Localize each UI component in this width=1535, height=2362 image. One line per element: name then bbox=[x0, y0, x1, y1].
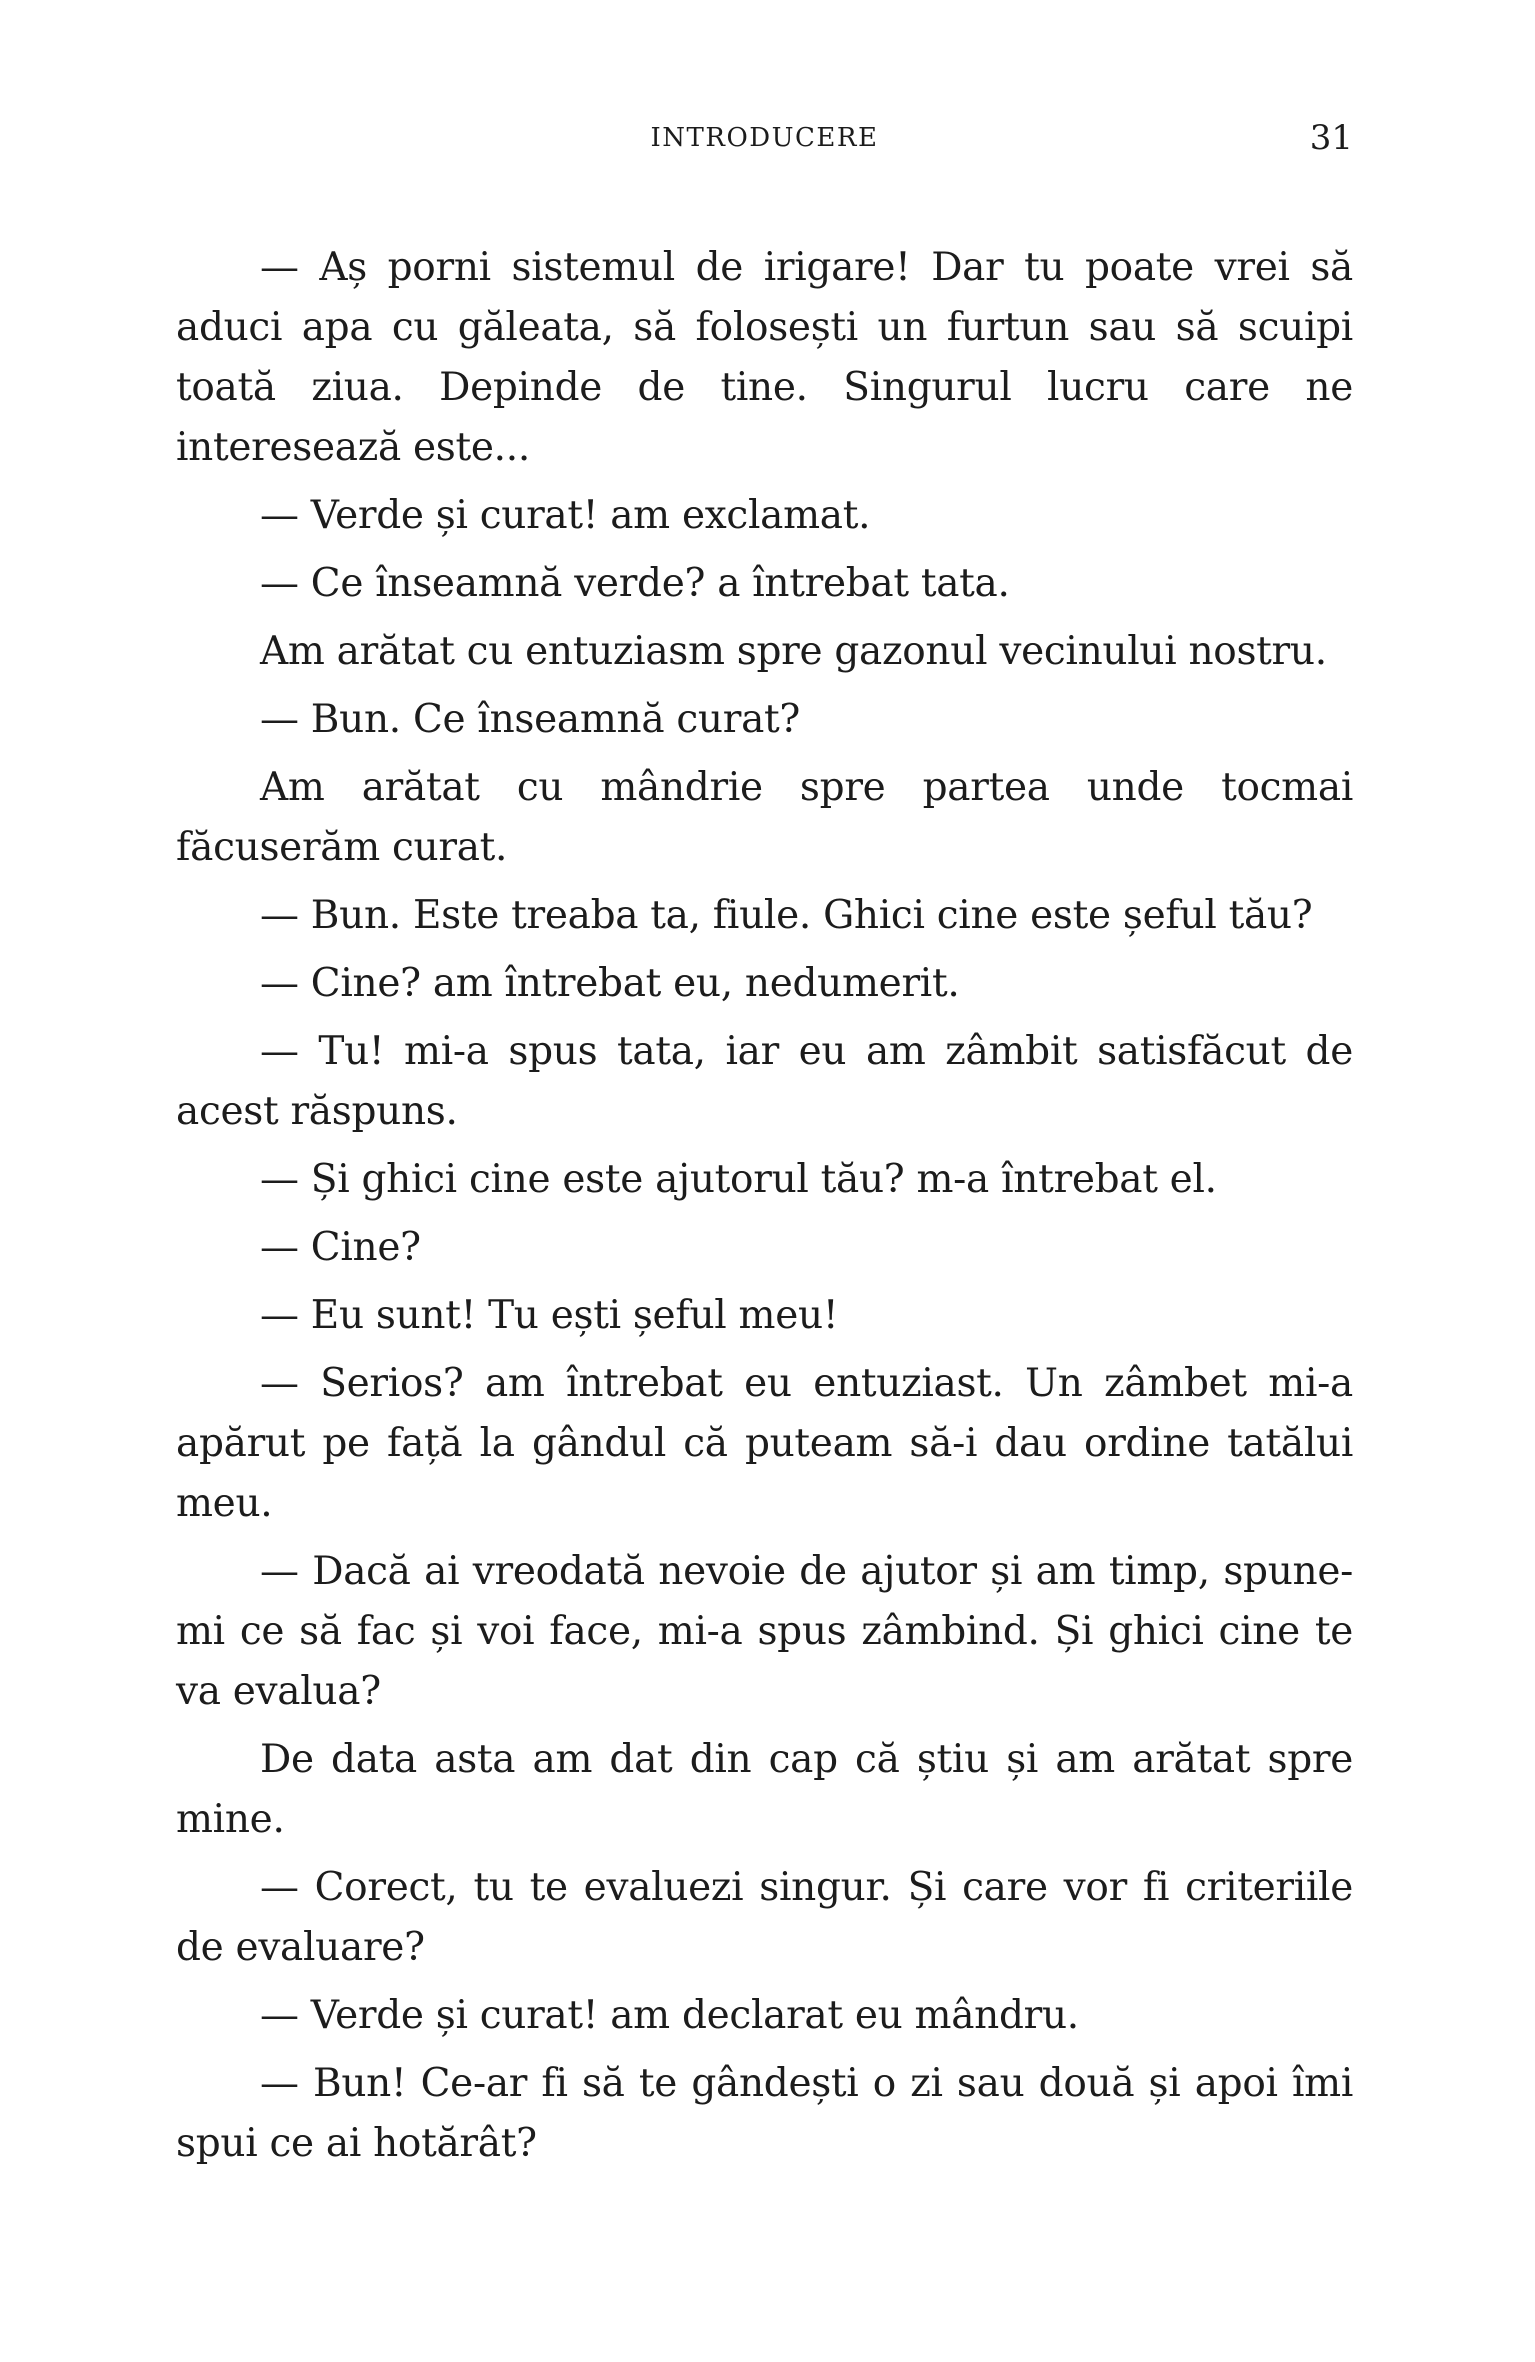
paragraph: — Ce înseamnă verde? a întrebat tata. bbox=[260, 561, 1010, 606]
page-header bbox=[176, 118, 1353, 158]
paragraph: — Verde și curat! am exclamat. bbox=[260, 493, 871, 538]
running-head: INTRODUCERE bbox=[650, 123, 879, 153]
paragraph: — Serios? am întrebat eu entuziast. Un zâmbet mi-a apărut pe față la gândul că puteam să-i dau ordine tatălui meu. bbox=[176, 1361, 1353, 1526]
paragraph: Am arătat cu mândrie spre partea unde tocmai făcuserăm curat. bbox=[176, 765, 1353, 870]
paragraph: — Verde și curat! am declarat eu mândru. bbox=[260, 1993, 1079, 2038]
paragraph: — Aș porni sistemul de irigare! Dar tu poate vrei să aduci apa cu găleata, să folosești un furtun sau să scuipi toată ziua. Depinde de tine. Singurul lucru care ne interesează este... bbox=[176, 245, 1353, 470]
paragraph: — Bun! Ce-ar fi să te gândești o zi sau două și apoi îmi spui ce ai hotărât? bbox=[176, 2061, 1353, 2166]
paragraph: — Dacă ai vreodată nevoie de ajutor și am timp, spune-mi ce să fac și voi face, mi-a spus zâmbind. Și ghici cine te va evalua? bbox=[176, 1549, 1353, 1714]
paragraph: — Eu sunt! Tu ești șeful meu! bbox=[260, 1293, 839, 1338]
paragraph: — Și ghici cine este ajutorul tău? m-a întrebat el. bbox=[260, 1157, 1217, 1202]
paragraph: — Tu! mi-a spus tata, iar eu am zâmbit satisfăcut de acest răspuns. bbox=[176, 1029, 1353, 1134]
paragraph: Am arătat cu entuziasm spre gazonul vecinului nostru. bbox=[260, 629, 1327, 674]
paragraph: — Bun. Ce înseamnă curat? bbox=[260, 697, 801, 742]
page-number: 31 bbox=[1309, 118, 1353, 158]
paragraph: — Corect, tu te evaluezi singur. Și care vor fi criteriile de evaluare? bbox=[176, 1865, 1353, 1970]
paragraph: — Cine? am întrebat eu, nedumerit. bbox=[260, 961, 960, 1006]
body-text bbox=[176, 238, 1353, 2182]
paragraph: — Bun. Este treaba ta, fiule. Ghici cine este șeful tău? bbox=[260, 893, 1313, 938]
paragraph: De data asta am dat din cap că știu și am arătat spre mine. bbox=[176, 1737, 1353, 1842]
paragraph: — Cine? bbox=[260, 1225, 421, 1270]
